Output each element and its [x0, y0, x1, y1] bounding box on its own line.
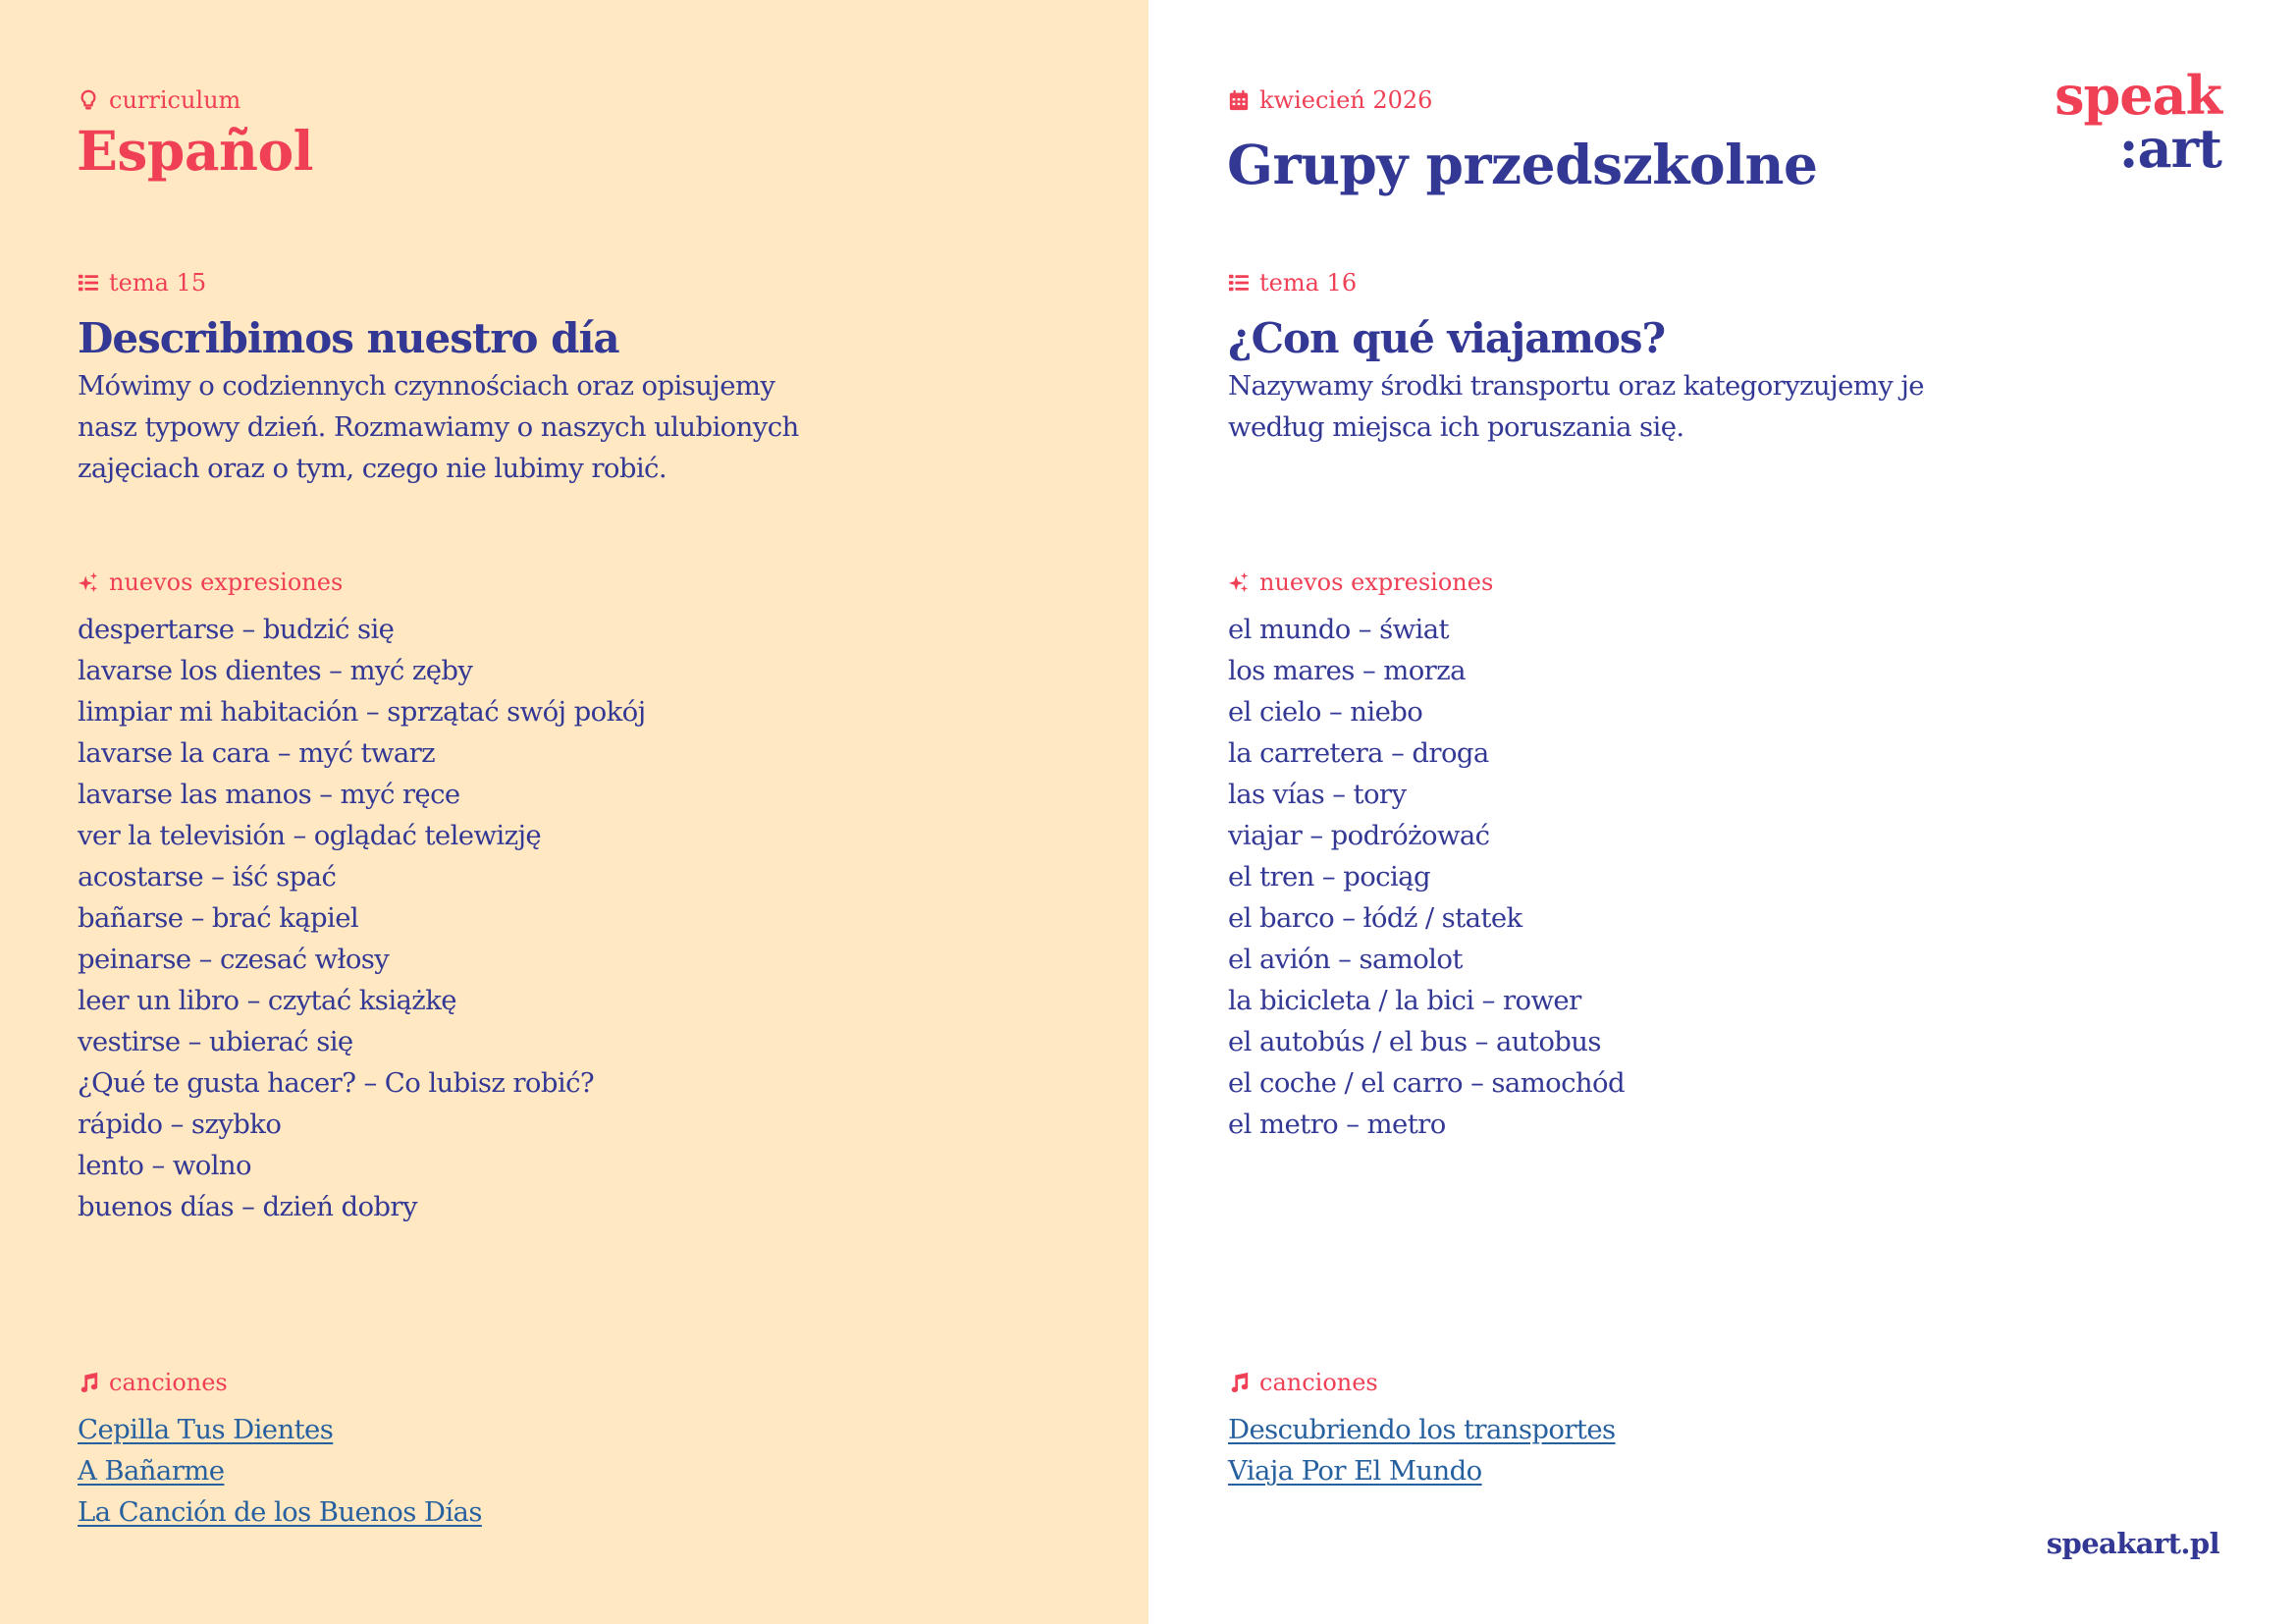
calendar-icon [1228, 89, 1250, 111]
vocab-item: el mundo – świat [1228, 614, 1449, 645]
vocab-item: la carretera – droga [1228, 737, 1489, 769]
music-note-icon [78, 1372, 99, 1393]
subject-title: Español [77, 119, 314, 183]
vocab-item: el autobús / el bus – autobus [1228, 1026, 1601, 1057]
theme-number: tema 16 [1259, 269, 1358, 297]
vocab-item: limpiar mi habitación – sprzątać swój pokój [78, 696, 646, 728]
vocab-item: bañarse – brać kąpiel [78, 902, 359, 934]
vocab-item: peinarse – czesać włosy [78, 944, 390, 975]
vocab-label-right [1228, 568, 1493, 597]
theme-number: tema 15 [109, 269, 207, 297]
vocab-item: el cielo – niebo [1228, 696, 1423, 728]
vocab-list-right [1228, 609, 1625, 1145]
vocab-label-left [78, 568, 343, 597]
vocab-item: el barco – łódź / statek [1228, 902, 1522, 934]
vocab-item: vestirse – ubierać się [78, 1026, 353, 1057]
theme-label-right [1228, 268, 1357, 298]
speakart-logo [2055, 64, 2221, 180]
vocab-item: leer un libro – czytać książkę [78, 985, 456, 1016]
group-title: Grupy przedszkolne [1227, 133, 1818, 196]
vocab-item: acostarse – iść spać [78, 861, 337, 893]
vocab-item: viajar – podróżować [1228, 820, 1490, 851]
vocab-item: lavarse los dientes – myć zęby [78, 655, 473, 686]
vocab-item: ver la televisión – oglądać telewizję [78, 820, 542, 851]
vocab-item: los mares – morza [1228, 655, 1466, 686]
website-link[interactable]: speakart.pl [2046, 1527, 2219, 1560]
vocab-item: el metro – metro [1228, 1109, 1446, 1140]
vocab-item: lavarse las manos – myć ręce [78, 779, 460, 810]
lightbulb-icon [78, 89, 99, 111]
song-link[interactable]: Viaja Por El Mundo [1228, 1455, 1482, 1487]
songs-label-text: canciones [1259, 1369, 1378, 1396]
theme-description-right: Nazywamy środki transportu oraz kategoryzujemy je według miejsca ich poruszania się. [1228, 370, 1924, 443]
sparkles-icon [78, 571, 99, 593]
vocab-item: rápido – szybko [78, 1109, 282, 1140]
vocab-label-text: nuevos expresiones [109, 568, 344, 596]
vocab-item: la bicicleta / la bici – rower [1228, 985, 1581, 1016]
vocab-item: ¿Qué te gusta hacer? – Co lubisz robić? [78, 1067, 595, 1099]
curriculum-label [78, 85, 240, 115]
vocab-item: el avión – samolot [1228, 944, 1463, 975]
date-label [1228, 85, 1432, 115]
theme-label-left [78, 268, 206, 298]
song-link[interactable]: Descubriendo los transportes [1228, 1414, 1616, 1445]
list-icon [78, 272, 99, 294]
songs-label-left [78, 1368, 228, 1397]
vocab-list-left [78, 609, 646, 1227]
songs-list-left [78, 1409, 482, 1533]
list-icon [1228, 272, 1250, 294]
vocab-item: el coche / el carro – samochód [1228, 1067, 1626, 1099]
vocab-item: despertarse – budzić się [78, 614, 395, 645]
song-link[interactable]: La Canción de los Buenos Días [78, 1496, 482, 1528]
theme-description-left: Mówimy o codziennych czynnościach oraz opisujemy nasz typowy dzień. Rozmawiamy o naszych ulubionych zajęciach oraz o tym, czego nie lubimy robić. [78, 370, 799, 484]
songs-label-text: canciones [109, 1369, 228, 1396]
logo-art: :art [2118, 117, 2221, 180]
vocab-item: lento – wolno [78, 1150, 251, 1181]
vocab-item: el tren – pociąg [1228, 861, 1430, 893]
vocab-item: las vías – tory [1228, 779, 1407, 810]
song-link[interactable]: A Bañarme [78, 1455, 225, 1487]
theme-title-left: Describimos nuestro día [78, 314, 619, 362]
vocab-item: lavarse la cara – myć twarz [78, 737, 436, 769]
sparkles-icon [1228, 571, 1250, 593]
song-link[interactable]: Cepilla Tus Dientes [78, 1414, 334, 1445]
date-text: kwiecień 2026 [1259, 86, 1433, 114]
theme-title-right: ¿Con qué viajamos? [1228, 314, 1666, 362]
music-note-icon [1228, 1372, 1250, 1393]
vocab-label-text: nuevos expresiones [1259, 568, 1494, 596]
curriculum-text: curriculum [109, 86, 241, 114]
vocab-item: buenos días – dzień dobry [78, 1191, 417, 1222]
songs-label-right [1228, 1368, 1378, 1397]
songs-list-right [1228, 1409, 1616, 1491]
logo-speak: speak [2055, 64, 2221, 127]
